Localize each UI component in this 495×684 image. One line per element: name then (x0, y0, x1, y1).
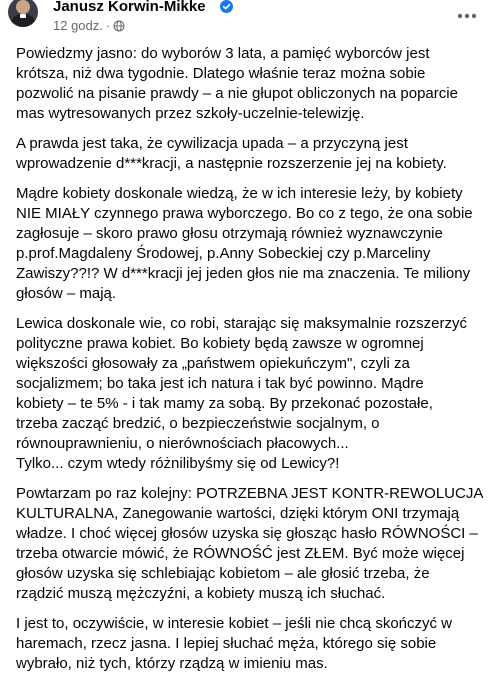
post-text-line: kobiety – te 5% - i tak mamy za sobą. By przekonać pozostałe, (16, 395, 433, 412)
post-text-line: wprowadzenie d***kracji, a następnie rozszerzenie jej na kobiety. (16, 155, 447, 172)
post-text-line: wybrało, niż tych, którzy rządzą w imieniu mas. (16, 655, 328, 672)
post-text-line: trzeba otwarcie mówić, że RÓWNOŚĆ jest ZŁEM. Być może więcej (16, 545, 465, 562)
globe-icon[interactable] (113, 20, 125, 32)
more-options-button[interactable] (453, 6, 481, 26)
author-avatar[interactable] (8, 0, 38, 27)
post-meta (53, 18, 125, 34)
post-header (0, 0, 495, 40)
post-text-line: władze. I choć więcej głosów uzyska się głosząc hasło RÓWNOŚCI – (16, 525, 478, 542)
avatar-collar (20, 14, 26, 18)
post-text-line: trzeba zacząć bredzić, o bezpieczeństwie socjalnym, o (16, 415, 380, 432)
post-text-line: zagłosuje – skoro prawo głosu otrzymają również wyznawczynie (16, 225, 443, 242)
post-text-line: większości głosowały za „państwem opiekuńczym", czyli za (16, 355, 410, 372)
post-text-line: głosów uzyska się schlebiając kobietom – ale głosić trzeba, że (16, 565, 430, 582)
post-text-line: równouprawnieniu, o nierównościach płacowych... (16, 435, 349, 452)
post-text-line: Powiedzmy jasno: do wyborów 3 lata, a pamięć wyborców jest (16, 45, 430, 62)
post-text-line: haremach, rzecz jasna. I lepiej słuchać męża, którego się sobie (16, 635, 437, 652)
post-text-line: polityczne prawa kobiet. Bo kobiety będą zawsze w ogromnej (16, 335, 424, 352)
post-text-line: Zawiszy??!? W d***kracji jej jeden głos nie ma znaczenia. Te miliony (16, 265, 471, 282)
post-paragraph (16, 484, 486, 604)
post-timestamp-link[interactable]: 12 godz. (53, 18, 103, 33)
post-text-line: Mądre kobiety doskonale wiedzą, że w ich interesie leży, by kobiety (16, 185, 463, 202)
post-text-line: krótsza, niż dwa tygodnie. Dlatego właśnie teraz można sobie (16, 65, 426, 82)
post-text-line: Lewica doskonale wie, co robi, starając się maksymalnie rozszerzyć (16, 315, 468, 332)
post-text-line: p.prof.Magdaleny Środowej, p.Anny Sobeckiej czy p.Marceliny (16, 245, 431, 262)
post-paragraph (16, 314, 486, 474)
post-text-line: Powtarzam po raz kolejny: POTRZEBNA JEST KONTR-REWOLUCJA (16, 485, 484, 502)
post-text (16, 44, 486, 684)
author-name-link[interactable]: Janusz Korwin-Mikke (53, 0, 206, 15)
post-paragraph (16, 134, 486, 174)
verified-badge-icon (220, 0, 233, 13)
post-paragraph (16, 44, 486, 124)
post-text-line: socjalizmem; bo taka jest ich natura i tak być powinno. Mądre (16, 375, 424, 392)
post-text-line: A prawda jest taka, że cywilizacja upada – a przyczyną jest (16, 135, 408, 152)
post-text-line: pozwolić na pisanie prawdy – a nie głupot obliczonych na poparcie (16, 85, 458, 102)
more-options-icon (457, 13, 477, 19)
post-text-line: Tylko... czym wtedy różnilibyśmy się od Lewicy?! (16, 455, 340, 472)
post-text-line: KULTURALNA, Zanegowanie wartości, dzięki którym ONI trzymają (16, 505, 460, 522)
post-text-line: rządzić muszą mężczyźni, a kobiety muszą ich słuchać. (16, 585, 386, 602)
post-text-line: NIE MIAŁY czynnego prawa wyborczego. Bo co z tego, że ona sobie (16, 205, 473, 222)
avatar-face (16, 0, 30, 14)
post-paragraph (16, 614, 486, 674)
post-text-line: mas wytresowanych przez szkoły-uczelnie-telewizję. (16, 105, 365, 122)
meta-separator: · (105, 18, 111, 33)
post-paragraph (16, 184, 486, 304)
post-text-line: głosów – mają. (16, 285, 117, 302)
post-text-line: I jest to, oczywiście, w interesie kobiet – jeśli nie chcą skończyć w (16, 615, 453, 632)
